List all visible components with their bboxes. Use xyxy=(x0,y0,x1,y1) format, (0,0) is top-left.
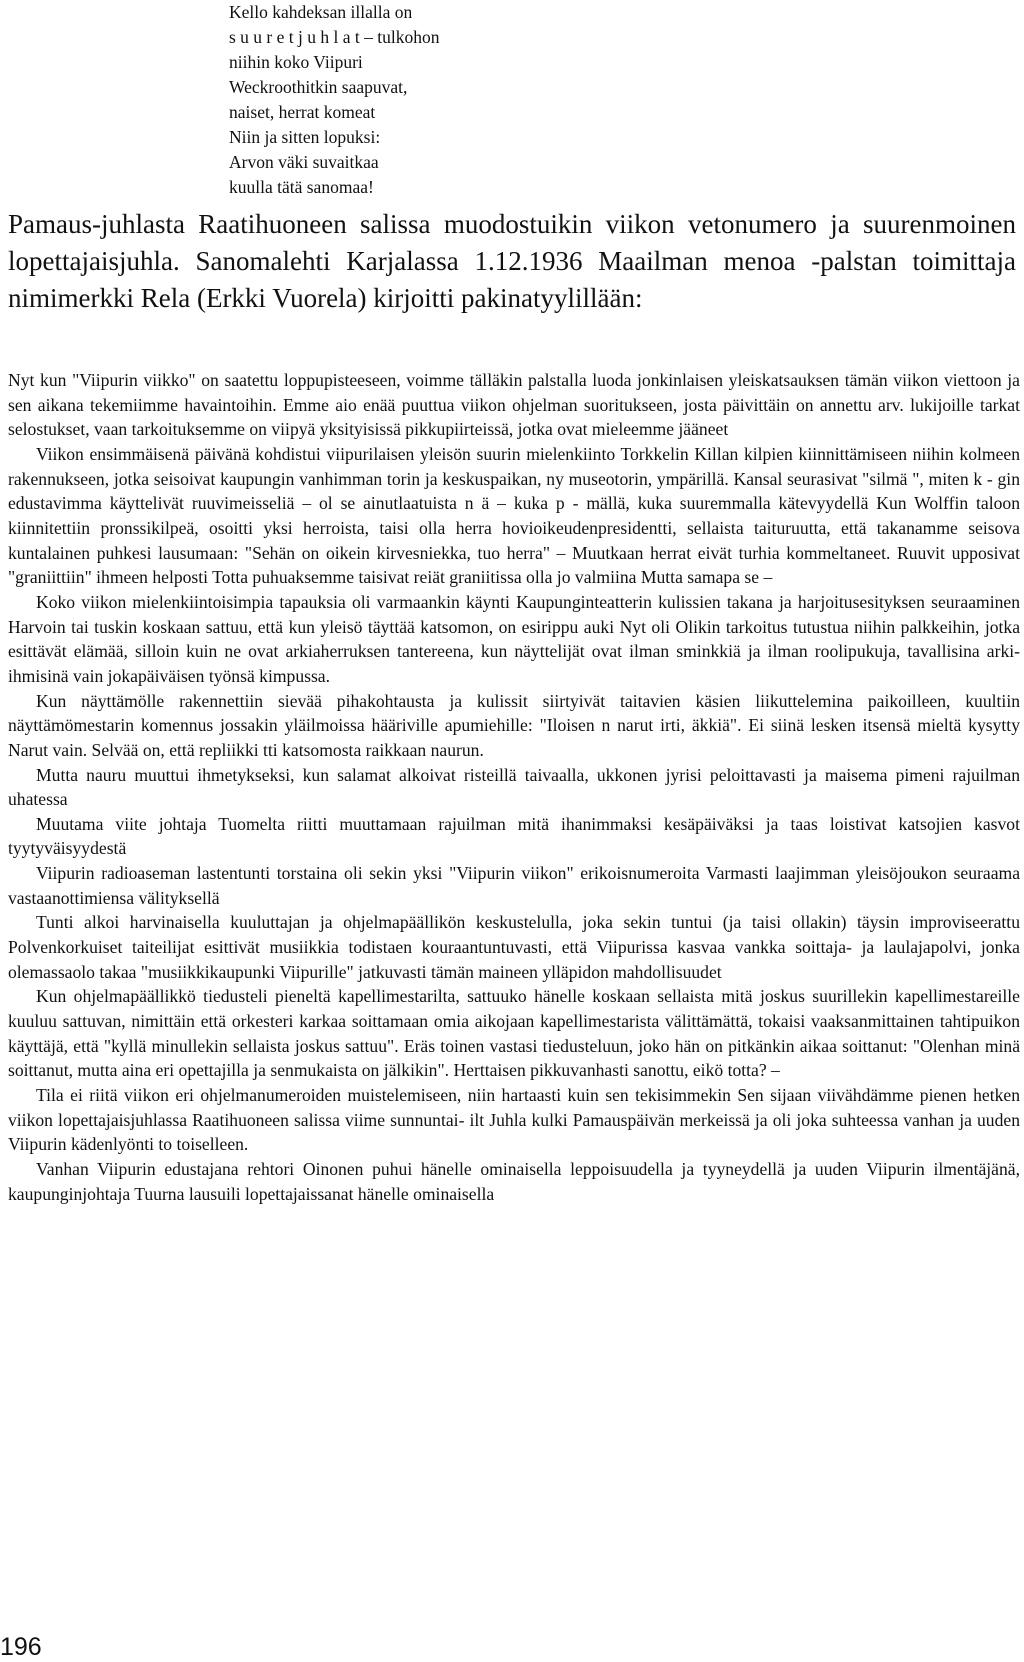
body-paragraph: Vanhan Viipurin edustajana rehtori Oinonen puhui hänelle ominaisella leppoisuudella ja tyyneydellä ja uuden Viipurin ilmentäjänä, kaupunginjohtaja Tuurna lausuili lopettajaissanat hänelle ominaisella xyxy=(8,1159,1020,1204)
body-paragraph: Koko viikon mielenkiintoisimpia tapauksia oli varmaankin käynti Kaupunginteatterin kulissien takana ja harjoitusesityksen seuraaminen Harvoin tai tuskin koskaan sattuu, että kun yleisö täyttää katsomon, on esirippu auki Nyt oli Olikin tarkoitus tutustua niihin palkkeihin, jotka esittävät elämää, silloin kuin ne ovat arkiaherruksen tantereena, kun näyttelijät ovat ilman sminkkiä ja ilman roolipukuja, tavallisina arki-ihmisinä vain jokapäiväisen työnsä kimpussa. xyxy=(8,591,1020,686)
poem-line: niihin koko Viipuri xyxy=(229,52,363,72)
body-paragraph: Nyt kun "Viipurin viikko" on saatettu loppupisteeseen, voimme tälläkin palstalla luoda jonkinlaisen yleiskatsauksen tämän viikon viettoon ja sen aikana tekemiimme havaintoihin. Emme aio enää puuttua viikon ohjelman suoritukseen, josta päivittäin on annettu arv. lukijoille tarkat selostukset, vaan tarkoituksemme on viipyä yksityisissä pikkupiirteissä, jotka ovat mieleemme jääneet xyxy=(8,370,1020,440)
body-paragraph: Viipurin radioaseman lastentunti torstaina oli sekin yksi "Viipurin viikon" erikoisnumeroita Varmasti laajimman yleisöjoukon seuraama vastaanottimiensa välityksellä xyxy=(8,863,1020,908)
poem-line: Arvon väki suvaitkaa xyxy=(229,152,379,172)
body-paragraph: Tunti alkoi harvinaisella kuuluttajan ja ohjelmapäällikön keskustelulla, joka sekin tuntui (ja taisi ollakin) täysin improviseerattu Polvenkorkuiset taiteilijat esittivät musiikkia todistaen kouraantuntuvasti, että Viipurissa kasvaa vankka soittaja- ja laulajapolvi, jonka olemassaolo takaa "musiikkikaupunki Viipurille" jatkuvasti tämän maineen ylläpidon mahdollisuudet xyxy=(8,912,1020,982)
body-paragraph: Mutta nauru muuttui ihmetykseksi, kun salamat alkoivat risteillä taivaalla, ukkonen jyrisi peloittavasti ja maisema pimeni rajuilman uhatessa xyxy=(8,764,1020,810)
body-paragraph: Muutama viite johtaja Tuomelta riitti muuttamaan rajuilman mitä ihanimmaksi kesäpäiväksi ja taas loistivat katsojien kasvot tyytyväisyydestä xyxy=(8,813,1020,859)
article-body xyxy=(8,368,1020,1206)
poem-line: Niin ja sitten lopuksi: xyxy=(229,127,381,147)
poem-line: s u u r e t j u h l a t – tulkohon xyxy=(229,27,440,47)
body-paragraph: Viikon ensimmäisenä päivänä kohdistui viipurilaisen yleisön suurin mielenkiinto Torkkelin Killan kilpien kiinnittämiseen niihin kolmeen rakennukseen, jotka seisoivat kaupungin vanhimman torin ja keskuspaikan, ny museotorin, ympärillä. Kansal seurasivat "silmä ", miten k - gin edustavimma käyttelivät ruuvimeisseliä – ol se ainutlaatuista n ä – kuka p - mällä, kuka suuremmalla kätevyydellä Kun Wolffin taloon kiinnitettiin pronssikilpeä, osoitti yksi herroista, taisi olla herra hovioikeudenpresidentti, sellaista taituruutta, että takanamme seisova kuntalainen puhkesi lausumaan: "Sehän on oikein kirvesniekka, tuo herra" – Muutkaan herrat eivät turhia kommeltaneet. Ruuvit upposivat "graniittiin" ihmeen helposti Totta puhuaksemme taisivat reiät graniitissa olla jo valmiina Mutta samapa se – xyxy=(8,443,1020,588)
body-paragraph: Kun ohjelmapäällikkö tiedusteli pieneltä kapellimestarilta, sattuuko hänelle koskaan sellaista mitä joskus suurillekin kapellimestareille kuuluu sattuvan, nimittäin että orkesteri karkaa soittamaan omia aikojaan kapellimestarista välittämättä, tokaisi vaaksanmittainen tahtipuikon käyttäjä, että "kyllä minullekin sellaista joskus sattuu". Eräs toinen vastasi tiedusteluun, joko hän on pitkänkin aikaa soittanut: "Olenhan minä soittanut, mutta aina eri opettajilla ja senmukaista on jälkikin". Herttaisen pikkuvanhasti sanottu, eikö totta? – xyxy=(8,986,1020,1081)
body-paragraph: Tila ei riitä viikon eri ohjelmanumeroiden muistelemiseen, niin hartaasti kuin sen tekisimmekin Sen sijaan viivähdämme pienen hetken viikon lopettajaisjuhlassa Raatihuoneen salissa viime sunnuntai- ilt Juhla kulki Pamauspäivän merkeissä ja oli joka suhteessa vanhan ja uuden Viipurin kädenlyönti to toiselleen. xyxy=(8,1085,1020,1155)
poem-line: kuulla tätä sanomaa! xyxy=(229,177,374,197)
poem-line: naiset, herrat komeat xyxy=(229,102,376,122)
page-number: 196 xyxy=(0,1633,42,1661)
intro-paragraph: Pamaus-juhlasta Raatihuoneen salissa muodostuikin viikon vetonumero ja suurenmoinen lopettajaisjuhla. Sanomalehti Karjalassa 1.12.1936 Maailman menoa -palstan toimittaja nimimerkki Rela (Erkki Vuorela) kirjoitti pakinatyylillään: xyxy=(8,209,1016,313)
poem-stanza xyxy=(229,0,629,200)
poem-line: Weckroothitkin saapuvat, xyxy=(229,77,408,97)
body-paragraph: Kun näyttämölle rakennettiin sievää pihakohtausta ja kulissit siirtyivät taitavien käsien liikuttelemina paikoilleen, kuultiin näyttämömestarin komennus jossakin yläilmoissa hääriville apumiehille: "Iloisen n narut irti, äkkiä". Ei siinä lesken itsensä mieltä kysytty Narut vain. Selvää on, että repliikki tti katsomosta raikkaan naurun. xyxy=(8,690,1020,760)
poem-line: Kello kahdeksan illalla on xyxy=(229,2,413,22)
